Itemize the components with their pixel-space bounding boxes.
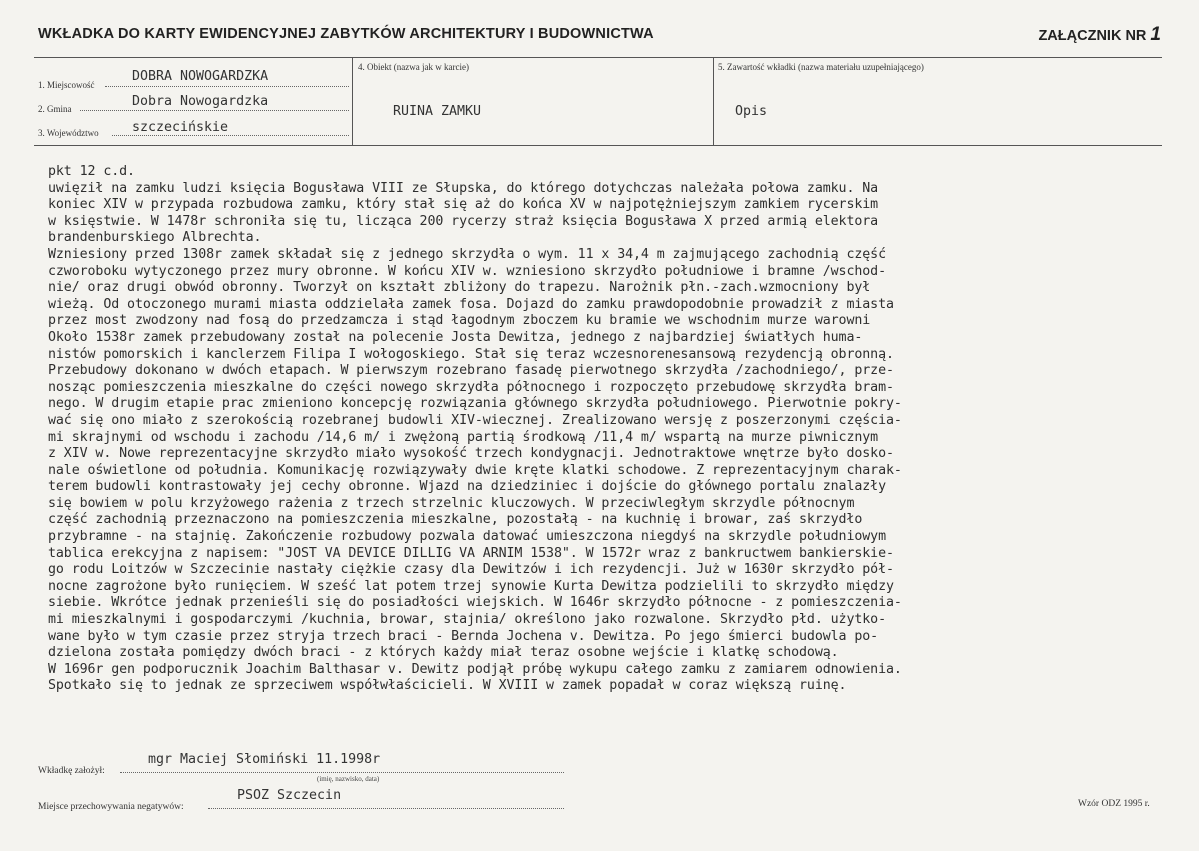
- author-label: Wkładkę założył:: [38, 766, 105, 776]
- author-value: mgr Maciej Słomiński 11.1998r: [148, 752, 381, 767]
- text-line: nego. W drugim etapie prac zmieniono koncepcję rozwiązania głównego skrzydła południowego. Pierwotnie pokry-: [48, 396, 902, 412]
- form-title: WKŁADKA DO KARTY EWIDENCYJNEJ ZABYTKÓW ARCHITEKTURY I BUDOWNICTWA: [38, 26, 654, 42]
- text-line: mi mieszkalnymi i gospodarczymi /kuchnia, browar, stajnia/ określono jako rozwalone. Skrzydło płd. użytko-: [48, 612, 886, 628]
- storage-label: Miejsce przechowywania negatywów:: [38, 802, 184, 812]
- text-line: siebie. Wkrótce jednak przenieśli się do posiadłości wiejskich. W 1646r skrzydło północne - z pomieszczenia-: [48, 595, 902, 611]
- text-line: nosząc pomieszczenia mieszkalne do części nowego skrzydła północnego i rozpoczęto przebudowę skrzydła bram-: [48, 379, 894, 395]
- miejscowosc-value: DOBRA NOWOGARDZKA: [132, 69, 269, 84]
- text-line: nistów pomorskich i kanclerzem Filipa I wołogoskiego. Stał się teraz wczesnorenesansową rezydencją obronną.: [48, 346, 894, 362]
- author-hint: (imię, nazwisko, data): [317, 775, 380, 783]
- header-top-rule: [34, 57, 1162, 58]
- text-line: dzielona została pomiędzy dwóch braci - z których każdy miał teraz osobne wejście i klatkę schodową.: [48, 645, 839, 661]
- template-note: Wzór ODZ 1995 r.: [1078, 799, 1150, 809]
- zawartosc-value: Opis: [735, 104, 768, 119]
- storage-value: PSOZ Szczecin: [237, 788, 342, 803]
- text-line: w księstwie. W 1478r schroniła się tu, licząca 200 rycerzy straż księcia Bogusława X przed armią elektora: [48, 213, 879, 229]
- text-line: go rodu Loitzów w Szczecinie nastały ciężkie czasy dla Dewitzów i ich rezydencji. Już w 1630r skrzydło pół-: [48, 562, 894, 578]
- text-line: Około 1538r zamek przebudowany został na polecenie Josta Dewitza, jednego z najbardziej światłych huma-: [48, 329, 863, 345]
- annex-value: 1: [1150, 24, 1161, 45]
- text-line: wieżą. Od otoczonego murami miasta oddzielała zamek fosa. Dojazd do zamku prawdopodobnie prowadził z miasta: [48, 296, 894, 312]
- text-line: nale oświetlone od południa. Komunikację rozwiązywały dwie kręte klatki schodowe. Z reprezentacyjnym charak-: [48, 462, 902, 478]
- text-line: z XIV w. Nowe reprezentacyjne skrzydło miało wysokość trzech kondygnacji. Jednotraktowe wnętrze było dosko-: [48, 446, 894, 462]
- obiekt-value: RUINA ZAMKU: [393, 104, 482, 119]
- text-line: przybramne - na stajnię. Zakończenie rozbudowy pozwala datować umieszczona niegdyś na skrzydle południowym: [48, 529, 886, 545]
- text-line: Przebudowy dokonano w dwóch etapach. W pierwszym rozebrano fasadę pierwotnego skrzydła /zachodniego/, prze-: [48, 363, 894, 379]
- wojewodztwo-value: szczecińskie: [132, 120, 229, 135]
- column-divider-1: [352, 57, 353, 145]
- text-line: wane było w tym czasie przez stryja trzech braci - Bernda Jochena v. Dewitza. Po jego śmierci budowla po-: [48, 628, 879, 644]
- text-line: W 1696r gen podporucznik Joachim Balthasar v. Dewitz podjął próbę wykupu całego zamku z zamiarem odnowienia.: [48, 661, 902, 677]
- text-line: Spotkało się to jednak ze sprzeciwem współwłaścicieli. W XVIII w zamek popadał w coraz większą ruinę.: [48, 678, 847, 694]
- text-line: Wzniesiony przed 1308r zamek składał się z jednego skrzydła o wym. 11 x 34,4 m zajmującego zachodnią część: [48, 246, 886, 262]
- text-line: część zachodnią przeznaczono na pomieszczenia mieszkalne, pozostałą - na kuchnię i browar, zaś skrzydło: [48, 512, 863, 528]
- text-line: wać się ono miało z szerokością rozebranej budowli XIV-wiecznej. Zrealizowano wersję z poszerzonymi częścia-: [48, 412, 902, 428]
- wojewodztwo-line: [112, 135, 349, 136]
- text-line: nie/ oraz drugi obwód obronny. Tworzył on kształt zbliżony do trapezu. Narożnik płn.-zach.wzmocniony był: [48, 280, 871, 296]
- miejscowosc-line: [105, 86, 349, 87]
- column-divider-2: [713, 57, 714, 145]
- text-line: terem budowli kontrastowały jej cechy obronne. Wjazd na dziedziniec i dojście do głównego portalu znalazły: [48, 479, 886, 495]
- text-line: nocne zagrożone było runięciem. W sześć lat potem trzej synowie Kurta Dewitza podzielili to skrzydło między: [48, 578, 894, 594]
- text-line: uwięził na zamku ludzi księcia Bogusława VIII ze Słupska, do którego dotychczas należała połowa zamku. Na: [48, 180, 879, 196]
- text-line: brandenburskiego Albrechta.: [48, 230, 262, 246]
- storage-line: [208, 808, 564, 809]
- gmina-label: 2. Gmina: [38, 104, 72, 114]
- annex-number: [1038, 24, 1161, 46]
- text-line: się bowiem w polu krzyżowego rażenia z trzech strzelnic kluczowych. W przeciwległym skrzydle północnym: [48, 495, 855, 511]
- miejscowosc-label: 1. Miejscowość: [38, 80, 95, 90]
- text-line: przez most zwodzony nad fosą do przedzamcza i stąd łagodnym zboczem ku bramie we wschodnim murze warowni: [48, 313, 871, 329]
- text-line: tablica erekcyjna z napisem: "JOST VA DEVICE DILLIG VA ARNIM 1538". W 1572r wraz z bankructwem bankierskie-: [48, 545, 894, 561]
- text-line: mi skrajnymi od wschodu i zachodu /14,6 m/ i zwężoną partią środkową /11,4 m/ wspartą na murze piwnicznym: [48, 429, 879, 445]
- wojewodztwo-label: 3. Województwo: [38, 128, 99, 138]
- text-line: czworoboku wytyczonego przez mury obronne. W końcu XIV w. wzniesiono skrzydło południowe i bramne /wschod-: [48, 263, 886, 279]
- zawartosc-label: 5. Zawartość wkładki (nazwa materiału uzupełniającego): [718, 62, 924, 72]
- text-line: koniec XIV w przypada rozbudowa zamku, który stał się aż do końca XV w najpotężniejszym zamkiem rycerskim: [48, 197, 879, 213]
- description-text: [48, 164, 1168, 695]
- author-line: [120, 772, 564, 773]
- gmina-line: [80, 110, 349, 111]
- gmina-value: Dobra Nowogardzka: [132, 94, 269, 109]
- annex-label: ZAŁĄCZNIK NR: [1038, 28, 1147, 44]
- header-bottom-rule: [34, 145, 1162, 146]
- obiekt-label: 4. Obiekt (nazwa jak w karcie): [358, 62, 469, 72]
- text-line: pkt 12 c.d.: [48, 164, 135, 179]
